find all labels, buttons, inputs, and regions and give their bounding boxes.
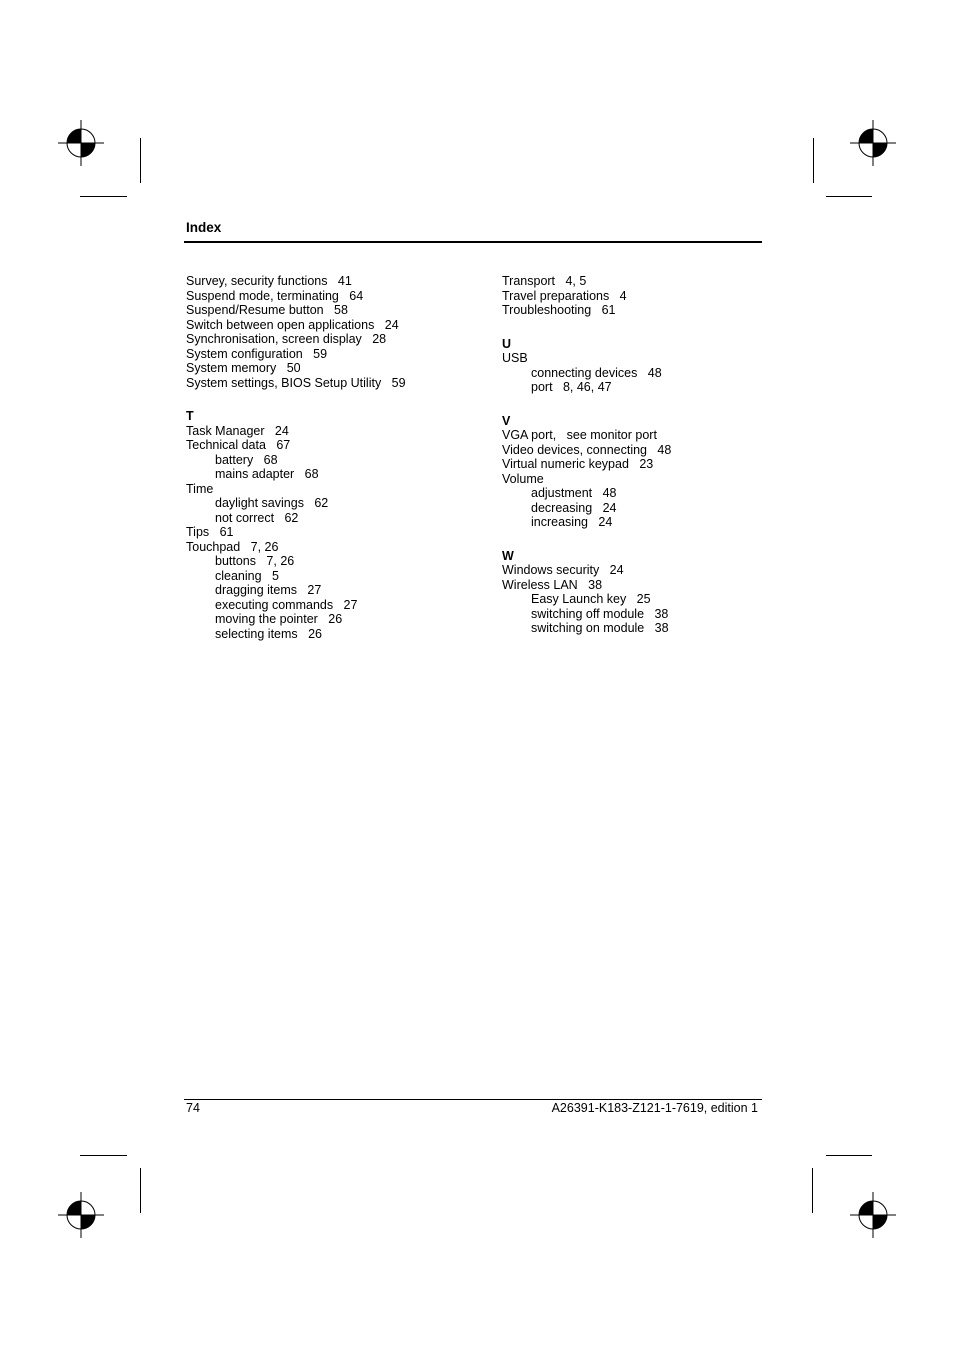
- crop-line: [140, 1168, 141, 1213]
- crop-line: [80, 1155, 127, 1156]
- index-entry: Time: [186, 481, 214, 496]
- index-entry: Touchpad 7, 26: [186, 539, 279, 554]
- index-entry: System memory 50: [186, 361, 301, 375]
- crop-line: [812, 1168, 813, 1213]
- index-entry: Tips 61: [186, 525, 234, 539]
- index-subentry: not correct 62: [215, 510, 299, 525]
- index-column-right: [502, 274, 772, 655]
- index-letter-heading: W: [502, 548, 514, 563]
- index-letter-heading: U: [502, 336, 512, 351]
- registration-mark-icon: [850, 120, 896, 166]
- index-entry: Transport 4, 5: [502, 274, 587, 288]
- registration-mark-icon: [58, 120, 104, 166]
- page-number: 74: [186, 1101, 200, 1115]
- index-subentry: cleaning 5: [215, 568, 279, 583]
- index-subentry: selecting items 26: [215, 626, 322, 641]
- index-subentry: port 8, 46, 47: [531, 380, 612, 394]
- index-subentry: daylight savings 62: [215, 496, 329, 510]
- index-entry: Suspend mode, terminating 64: [186, 288, 364, 303]
- footer-rule: [184, 1099, 762, 1100]
- crop-line: [140, 138, 141, 183]
- index-entry: VGA port, see monitor port: [502, 428, 657, 442]
- index-entry: System settings, BIOS Setup Utility 59: [186, 375, 406, 390]
- index-entry: Suspend/Resume button 58: [186, 303, 348, 317]
- crop-line: [826, 1155, 872, 1156]
- index-entry: Volume: [502, 471, 544, 486]
- index-subentry: Easy Launch key 25: [531, 592, 651, 606]
- index-group: [186, 409, 486, 641]
- registration-mark-icon: [58, 1192, 104, 1238]
- index-column-left: [186, 274, 486, 660]
- index-group: [186, 274, 486, 390]
- index-entry: Travel preparations 4: [502, 288, 627, 303]
- index-subentry: moving the pointer 26: [215, 612, 343, 626]
- index-subentry: adjustment 48: [531, 486, 617, 500]
- index-entry: Troubleshooting 61: [502, 303, 616, 317]
- index-group: [502, 549, 772, 636]
- index-entry: Survey, security functions 41: [186, 274, 352, 288]
- registration-mark-icon: [850, 1192, 896, 1238]
- page-title: Index: [186, 220, 222, 235]
- index-group: [502, 414, 772, 530]
- crop-line: [80, 196, 127, 197]
- index-entry: Synchronisation, screen display 28: [186, 332, 387, 346]
- index-subentry: battery 68: [215, 452, 278, 467]
- index-group: [502, 337, 772, 395]
- index-entry: Task Manager 24: [186, 423, 289, 438]
- index-entry: USB: [502, 351, 528, 365]
- crop-line: [813, 138, 814, 183]
- index-entry: Virtual numeric keypad 23: [502, 457, 654, 471]
- index-letter-heading: T: [186, 409, 194, 423]
- crop-line: [826, 196, 872, 197]
- index-entry: Wireless LAN 38: [502, 577, 603, 592]
- document-id: A26391-K183-Z121-1-7619, edition 1: [551, 1101, 758, 1115]
- index-subentry: increasing 24: [531, 515, 613, 529]
- index-subentry: switching on module 38: [531, 621, 669, 635]
- index-entry: Windows security 24: [502, 563, 624, 577]
- index-entry: Video devices, connecting 48: [502, 442, 672, 457]
- index-subentry: mains adapter 68: [215, 467, 319, 481]
- index-subentry: dragging items 27: [215, 583, 322, 597]
- index-subentry: decreasing 24: [531, 500, 617, 515]
- index-subentry: executing commands 27: [215, 597, 358, 612]
- index-entry: System configuration 59: [186, 346, 328, 361]
- index-subentry: buttons 7, 26: [215, 554, 295, 568]
- index-entry: Switch between open applications 24: [186, 317, 399, 332]
- index-subentry: switching off module 38: [531, 606, 669, 621]
- header-rule: [184, 241, 762, 243]
- index-group: [502, 274, 772, 318]
- index-entry: Technical data 67: [186, 438, 291, 452]
- index-subentry: connecting devices 48: [531, 365, 662, 380]
- index-letter-heading: V: [502, 413, 511, 428]
